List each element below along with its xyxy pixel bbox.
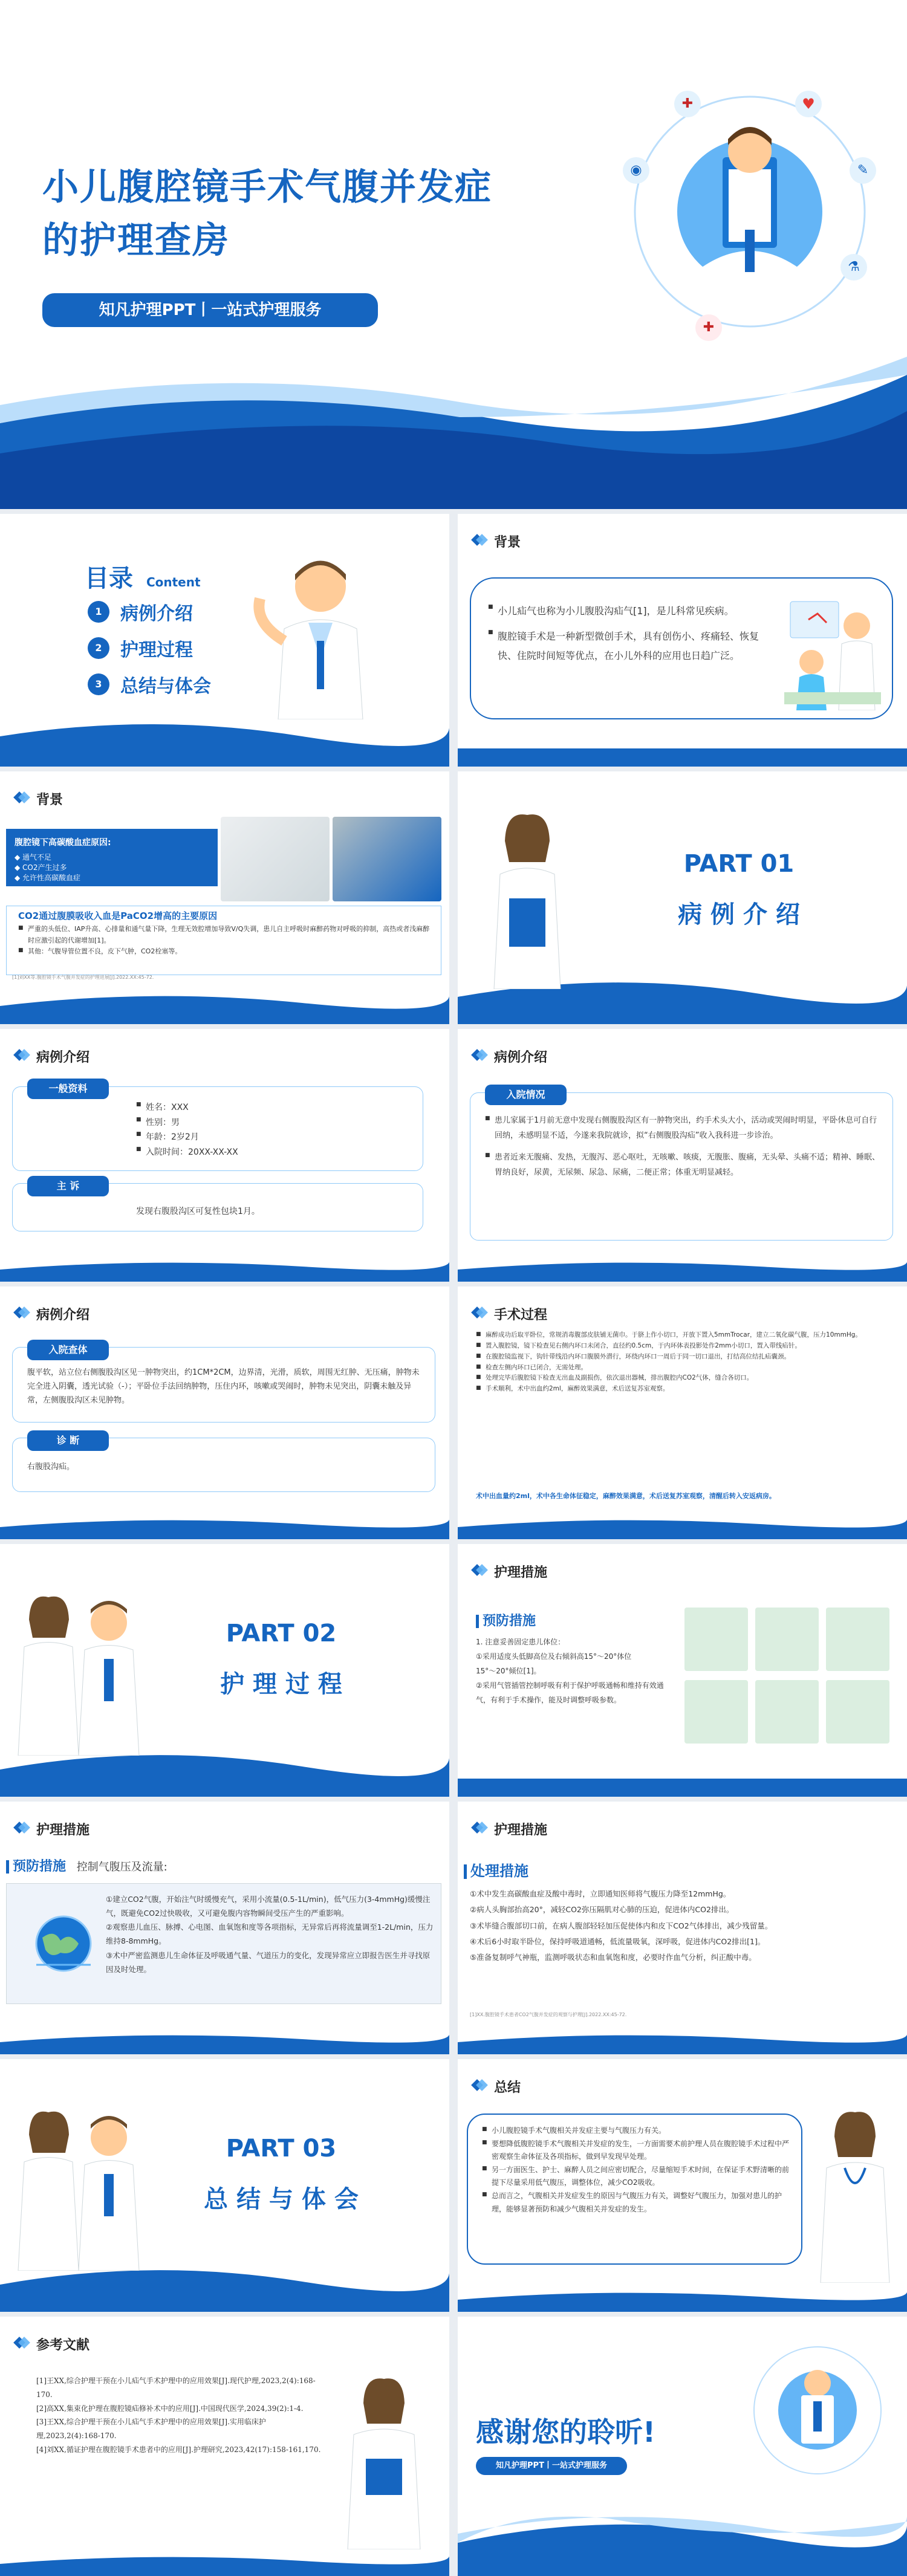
cover-illustration xyxy=(611,73,889,351)
toc-title-en: Content xyxy=(146,575,201,589)
section-marker-icon xyxy=(473,1306,486,1319)
toc-item-3[interactable] xyxy=(88,671,211,698)
toc-item-num: 3 xyxy=(88,673,109,695)
process-highlight: 术中出血量约2ml，术中各生命体征稳定，麻醉效果满意，术后送复苏室观察，清醒后转入安返病房。 xyxy=(476,1492,776,1500)
slide-wave xyxy=(458,748,907,767)
nursing-line: ③术中严密监测患儿生命体征及呼吸通气量、气道压力的变化，发现异常应立即报告医生并寻找原因及时处理。 xyxy=(106,1950,431,1974)
bullet-item: ■ 在腹腔镜监视下，钩针带线沿内环口腹膜外潜行，环绕内环口一周后于同一切口退出，打结高位结扎疝囊颈。 xyxy=(476,1352,893,1363)
section-marker-icon xyxy=(15,2336,28,2349)
position-image-grid xyxy=(684,1608,890,1747)
slide-cover xyxy=(0,0,907,509)
slide-nursing-1 xyxy=(458,1544,907,1797)
toc-item-label: 总结与体会 xyxy=(120,676,211,697)
nursing-line: ②观察患儿血压、脉搏、心电图、血氧饱和度等各项指标，无异常后再将流量调至1-2L/min，压力维持8-8mmHg。 xyxy=(106,1922,434,1946)
cover-medical-icon-medicine: ◉ xyxy=(623,157,649,184)
slide-wave xyxy=(0,2030,449,2054)
nursing-line: ②采用气管插管控制呼吸有利于保护呼吸通畅和维持有效通气，有利于手术操作，能及时调整呼吸参数。 xyxy=(476,1681,664,1704)
doctors-pair-illustration xyxy=(12,1586,151,1756)
child-doctor-illustration xyxy=(772,589,887,710)
part-title: 病 例 介 绍 xyxy=(678,901,800,929)
bullet-item: ■ 要想降低腹腔镜手术气腹相关并发症的发生，一方面需要术前护理人员在腹腔镜手术过程中严密观察生命体征及各项指标，做到早发现早处理。 xyxy=(482,2138,790,2164)
position-image xyxy=(755,1608,819,1671)
slide-surgery-process xyxy=(458,1286,907,1539)
medical-photo-2 xyxy=(333,817,441,901)
subsection-bar xyxy=(464,1864,467,1879)
cover-wave xyxy=(0,339,907,509)
subsection-sub: 控制气腹压及流量: xyxy=(76,1861,167,1874)
nurse-illustration xyxy=(339,2368,429,2549)
bullet-item: ■ 处理完毕后腹腔镜下检查无出血及副损伤，依次退出器械，排出腹腔内CO2气体，缝合各切口。 xyxy=(476,1373,893,1384)
info-item: ■ 年龄：2岁2月 xyxy=(136,1130,378,1145)
slide-title: 背景 xyxy=(36,793,63,808)
nursing1-text xyxy=(476,1635,675,1707)
slide-title: 病例介绍 xyxy=(36,1050,90,1065)
doctors-pair-illustration xyxy=(12,2101,151,2271)
cause-item: ◆ 允许性高碳酸血症 xyxy=(15,874,81,882)
cause-item: ◆ CO2产生过多 xyxy=(15,863,67,872)
toc-item-label: 护理过程 xyxy=(120,640,193,661)
section-marker-icon xyxy=(15,1048,28,1062)
medical-photo-1 xyxy=(221,817,330,901)
cause-item-text: 允许性高碳酸血症 xyxy=(22,874,81,882)
part-title: 总 结 与 体 会 xyxy=(204,2185,359,2213)
bullet-item: ■ 患儿家属于1月前无意中发现右侧腹股沟区有一肿物突出，约手术头大小，活动或哭闹时明显，平卧休息可自行回纳，未感明显不适，今遂来我院就诊，拟“右侧腹股沟疝”收入我科进一步诊治。 xyxy=(485,1114,881,1143)
cause-panel xyxy=(6,829,218,886)
toc-item-num: 1 xyxy=(88,601,109,623)
nursing-line: ②病人头胸部抬高20°，减轻CO2弥压隔肌对心肺的压迫，促进体内CO2排出。 xyxy=(470,1905,734,1915)
nursing-line: 1. 注意妥善固定患儿体位： xyxy=(476,1638,565,1646)
doctor-illustration xyxy=(242,550,381,719)
general-info-tag: 一般资料 xyxy=(27,1079,109,1099)
slide-title: 参考文献 xyxy=(36,2338,90,2353)
toc-item-2[interactable] xyxy=(88,635,193,661)
bullet-item: ■ 总而言之，气腹相关并发症发生的原因与气腹压力有关，调整好气腹压力，加强对患儿的护理，能够显著预防和减少气腹相关并发症的发生。 xyxy=(482,2190,790,2216)
slide-references xyxy=(0,2317,449,2576)
part-label: PART 01 xyxy=(683,850,795,878)
slide-wave xyxy=(458,2030,907,2054)
nursing3-text xyxy=(470,1886,893,1965)
position-image xyxy=(684,1680,748,1744)
cover-title-line2: 的护理查房 xyxy=(42,219,230,262)
bullet-item: ■ 腹腔镜手术是一种新型微创手术，具有创伤小、疼痛轻、恢复快、住院时间短等优点，在小儿外科的应用也日趋广泛。 xyxy=(488,627,772,666)
bullet-item: ■ 其他：气腹导管位置不良，皮下气肿，CO2栓塞等。 xyxy=(18,946,435,958)
nursing-line: 15°～20°倾位[1]。 xyxy=(476,1667,541,1675)
slide-background-1 xyxy=(458,514,907,767)
summary-bullets xyxy=(482,2124,790,2216)
toc-item-num: 2 xyxy=(88,637,109,659)
subsection-text: 预防措施 xyxy=(483,1614,536,1629)
subsection-bar xyxy=(476,1615,479,1628)
slide-background-2 xyxy=(0,771,449,1024)
subsection-title xyxy=(476,1611,536,1629)
slide-wave xyxy=(458,1257,907,1282)
slide-wave xyxy=(0,1515,449,1539)
bullet-item: ■ 小儿疝气也称为小儿腹股沟疝气[1]，是儿科常见疾病。 xyxy=(488,602,772,621)
toc-item-1[interactable] xyxy=(88,599,193,625)
section-marker-icon xyxy=(15,791,28,804)
nursing-line: ⑤准备复制呼气神瓶，监测呼吸状态和血氧饱和度，必要时作血气分析，纠正酸中毒。 xyxy=(470,1953,756,1962)
nursing-line: ①采用适度头低脚高位及右倾斜高15°～20°体位 xyxy=(476,1652,632,1661)
subsection-title xyxy=(464,1859,528,1880)
slide-wave xyxy=(458,2509,907,2576)
nursing-line: ①术中发生高碳酸血症及酸中毒时，立即通知医师将气腹压力降至12mmHg。 xyxy=(470,1889,731,1898)
general-info-list xyxy=(136,1100,378,1160)
slide-wave xyxy=(0,988,449,1024)
subsection-text: 预防措施 xyxy=(13,1859,67,1874)
nurse-illustration xyxy=(476,808,579,989)
cause-item-text: CO2产生过多 xyxy=(22,863,67,872)
reference-item: [3]王XX,综合护理干预在小儿疝气手术护理中的应用效果[J].实用临床护理,2023,2(4):168-170. xyxy=(36,2418,266,2441)
slide-nursing-2 xyxy=(0,1802,449,2054)
part-title: 护 理 过 程 xyxy=(220,1670,342,1698)
slide-title: 护理措施 xyxy=(494,1565,548,1580)
info-item: ■ 姓名：XXX xyxy=(136,1100,378,1115)
nurse-illustration xyxy=(811,2101,899,2283)
thanks-title: 感谢您的聆听! xyxy=(476,2416,655,2448)
cause-panel-heading: 腹腔镜下高碳酸血症原因: xyxy=(15,838,111,848)
slide-part-01 xyxy=(458,771,907,1024)
bullet-item: ■ 麻醉成功后取平卧位，常规消毒腹部皮肤铺无菌巾。于脐上作小切口，开放下置入5mmTrocar，建立二氧化碳气腹，压力10mmHg。 xyxy=(476,1330,893,1341)
bullet-item: ■ 检查左侧内环口已闭合，无需处理。 xyxy=(476,1363,893,1374)
bullet-item: ■ 手术顺利，术中出血约2ml，麻醉效果满意，术后送复苏室观察。 xyxy=(476,1384,893,1395)
toc-title-cn: 目录 xyxy=(85,565,133,592)
position-image xyxy=(826,1680,889,1744)
position-image xyxy=(755,1680,819,1744)
nursing-line: ①建立CO2气腹，开始注气时缓慢充气，采用小流量(0.5-1L/min)，低气压力(3-4mmHg)缓慢注气，既避免CO2过快吸收，又可避免腹内容物瞬间受压产生的严重影响。 xyxy=(106,1895,431,1918)
section-marker-icon xyxy=(15,1306,28,1319)
bullet-item: ■ 置入腹腔镜，镜下检查见右侧内环口未闭合，直径约0.5cm，于内环体表投影处作2mm小切口，置入带线疝针。 xyxy=(476,1341,893,1352)
admission-bullets xyxy=(485,1114,881,1181)
section-marker-icon xyxy=(15,1821,28,1834)
process-bullets xyxy=(476,1330,893,1395)
nursing2-text xyxy=(106,1892,435,1976)
slide-wave xyxy=(458,1779,907,1797)
bullet-item: ■ 另一方面医生、护士、麻醉人员之间应密切配合，尽量缩短手术时间，在保证手术野清晰的前提下尽量采用低气腹压，调整体位，减少CO2吸收。 xyxy=(482,2164,790,2190)
subsection-bar xyxy=(6,1860,9,1874)
toc-wave xyxy=(0,712,449,767)
footnote: [1]XX.腹腔镜手术患者CO2气腹并发症的观察与护理[J].2022.XX:45-72. xyxy=(470,2012,627,2017)
slide-wave xyxy=(458,2288,907,2312)
cause-item: ◆ 通气不足 xyxy=(15,853,52,861)
cause-item-text: 通气不足 xyxy=(22,853,52,861)
slide-title: 护理措施 xyxy=(494,1823,548,1838)
slide-nursing-3 xyxy=(458,1802,907,2054)
cover-medical-icon-syringe: ✎ xyxy=(850,157,876,184)
info-item: ■ 性别：男 xyxy=(136,1115,378,1131)
cover-medical-icon-firstaid: ✚ xyxy=(695,314,722,341)
slide-summary xyxy=(458,2059,907,2312)
subsection-title xyxy=(6,1856,167,1875)
background-bullets xyxy=(488,602,772,666)
nursing-line: ④术后6小时取半卧位，保持呼吸道通畅，低流量吸氧，深呼吸，促进体内CO2排出[1]。 xyxy=(470,1936,766,1946)
slide-wave xyxy=(0,2552,449,2576)
reference-list xyxy=(36,2374,327,2457)
slide-part-03 xyxy=(0,2059,449,2312)
complaint-tag: 主 诉 xyxy=(27,1176,109,1196)
slide-title: 护理措施 xyxy=(36,1823,90,1838)
slide-title: 手术过程 xyxy=(494,1308,548,1323)
exam-text: 腹平软，站立位右侧腹股沟区见一肿物突出，约1CM*2CM，边界清，光滑，质软，周围无红肿、无压痛，肿物未完全进入阴囊，透光试验（-）；平卧位手法回纳肿物，压住内环，咳嗽或哭闹时，肿物未见突出，阴囊未触及异常，左侧腹股沟区未见肿物。 xyxy=(27,1368,420,1405)
section-marker-icon xyxy=(473,1821,486,1834)
slide-part-02 xyxy=(0,1544,449,1797)
exam-tag: 入院查体 xyxy=(27,1340,109,1360)
diagnosis-text: 右腹股沟疝。 xyxy=(27,1462,75,1471)
cover-medical-icon-heart: ♥ xyxy=(795,91,822,117)
slide-title: 病例介绍 xyxy=(494,1050,548,1065)
info-item: ■ 入院时间：20XX-XX-XX xyxy=(136,1145,378,1160)
slide-wave xyxy=(0,1257,449,1282)
section-marker-icon xyxy=(473,2078,486,2092)
complaint-text: 发现右腹股沟区可复性包块1月。 xyxy=(136,1207,260,1216)
slide-title: 总结 xyxy=(494,2080,521,2095)
cover-title-line1: 小儿腹腔镜手术气腹并发症 xyxy=(42,166,492,209)
position-image xyxy=(684,1608,748,1671)
pco2-bullets xyxy=(18,924,435,958)
globe-icon xyxy=(24,1910,103,1977)
cover-medical-icon-flask: ⚗ xyxy=(840,254,867,281)
slide-title: 病例介绍 xyxy=(36,1308,90,1323)
position-image xyxy=(826,1608,889,1671)
slide-toc xyxy=(0,514,449,767)
slide-title: 背景 xyxy=(494,535,521,550)
reference-item: [1]王XX,综合护理干预在小儿疝气手术护理中的应用效果[J].现代护理,2023,2(4):168-170. xyxy=(36,2376,316,2399)
cover-subtitle-pill: 知凡护理PPT丨一站式护理服务 xyxy=(42,293,378,327)
admission-tag: 入院情况 xyxy=(485,1085,567,1105)
section-marker-icon xyxy=(473,1563,486,1577)
reference-item: [2]高XX,集束化护理在腹腔镜疝修补术中的应用[J].中国现代医学,2024,39(2):1-4. xyxy=(36,2404,304,2413)
pco2-heading: CO2通过腹膜吸收入血是PaCO2增高的主要原因 xyxy=(18,910,218,921)
subsection-text: 处理措施 xyxy=(470,1863,528,1880)
part-label: PART 02 xyxy=(226,1620,337,1647)
cover-medical-icon-ambulance: ✚ xyxy=(674,91,701,117)
bullet-item: ■ 严重的头低位、IAP升高、心排量和通气量下降，生理无效腔增加导致V/Q失调，患儿自主呼吸时麻醉药物对呼吸的抑制，高热或者浅麻醉时应激引起的代谢增加[1]。 xyxy=(18,924,435,946)
toc-title xyxy=(85,559,201,594)
reference-item: [4]刘XX,循证护理在腹腔镜手术患者中的应用[J].护理研究,2023,42(17):158-161,170. xyxy=(36,2445,321,2454)
section-marker-icon xyxy=(473,533,486,547)
bullet-item: ■ 小儿腹腔镜手术气腹相关并发症主要与气腹压力有关。 xyxy=(482,2124,790,2138)
footnote: [1]刘XX等.腹腔镜手术气腹并发症的护理进展[J].2022.XX:45-72. xyxy=(12,975,154,980)
bullet-item: ■ 患者近来无腹痛、发热，无腹泻、恶心呕吐，无咳嗽、咳痰，无腹胀、腹痛，无头晕、头痛不适；精神、睡眠、胃纳良好，尿黄，无尿频、尿急、尿痛，二便正常；体重无明显减轻。 xyxy=(485,1150,881,1180)
nursing-line: ③术毕缝合腹部切口前，在病人腹部轻轻加压促使体内和皮下CO2气体排出，减少残留量。 xyxy=(470,1921,773,1930)
slide-case-3 xyxy=(0,1286,449,1539)
slide-thanks xyxy=(458,2317,907,2576)
diagnosis-tag: 诊 断 xyxy=(27,1430,109,1451)
toc-item-label: 病例介绍 xyxy=(120,603,193,625)
thanks-illustration xyxy=(742,2335,893,2486)
part-label: PART 03 xyxy=(226,2135,337,2162)
slide-case-2 xyxy=(458,1029,907,1282)
slide-case-1 xyxy=(0,1029,449,1282)
thanks-subtitle-pill: 知凡护理PPT丨一站式护理服务 xyxy=(476,2457,627,2475)
slide-wave xyxy=(458,1515,907,1539)
section-marker-icon xyxy=(473,1048,486,1062)
